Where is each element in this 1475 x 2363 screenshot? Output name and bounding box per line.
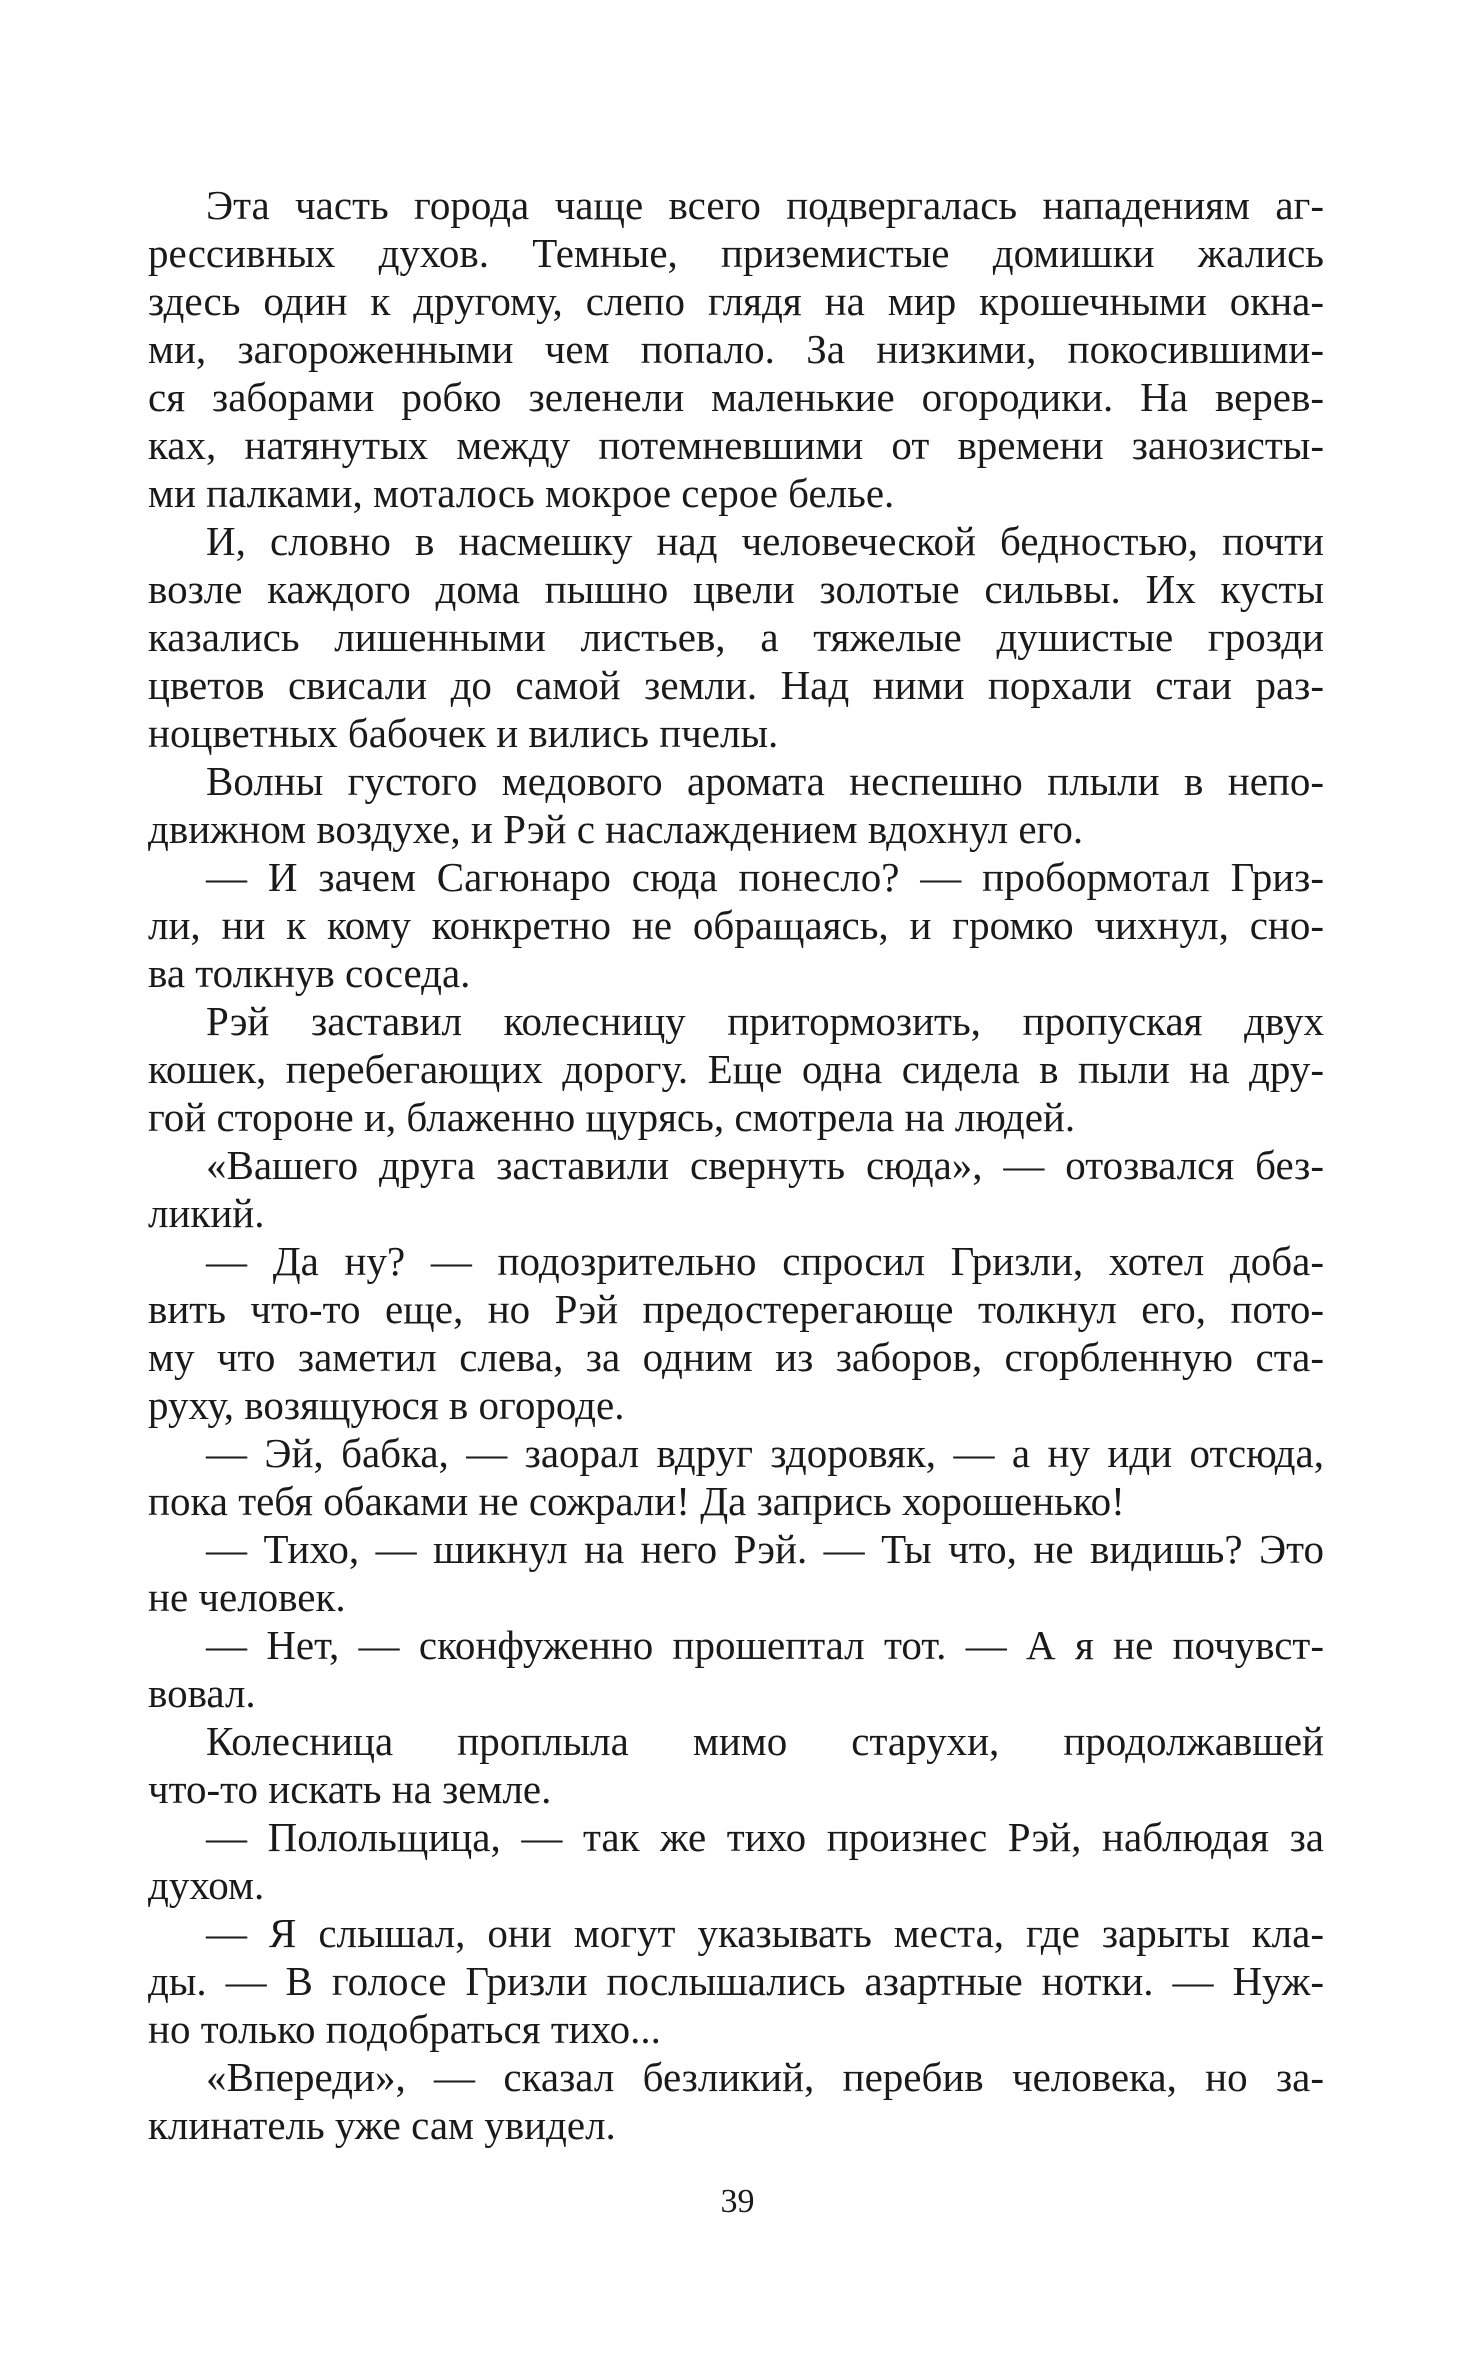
text-line: ли, ни к кому конкретно не обращаясь, и громко чихнул, сно- bbox=[148, 902, 1324, 948]
text-line: здесь один к другому, слепо глядя на мир крошечными окна- bbox=[148, 278, 1324, 324]
text-line: вить что-то еще, но Рэй предостерегающе толкнул его, пото- bbox=[148, 1286, 1324, 1332]
text-line: цветов свисали до самой земли. Над ними порхали стаи раз- bbox=[148, 662, 1324, 708]
text-line: — Да ну? — подозрительно спросил Гризли, хотел доба- bbox=[206, 1238, 1324, 1284]
text-line: клинатель уже сам увидел. bbox=[148, 2102, 616, 2148]
text-line: — Тихо, — шикнул на него Рэй. — Ты что, не видишь? Это bbox=[206, 1526, 1324, 1572]
text-line: рессивных духов. Темные, приземистые домишки жались bbox=[148, 230, 1324, 276]
text-line: ды. — В голосе Гризли послышались азартные нотки. — Нуж- bbox=[148, 1958, 1324, 2004]
text-line: не человек. bbox=[148, 1574, 346, 1620]
text-line: возле каждого дома пышно цвели золотые сильвы. Их кусты bbox=[148, 566, 1324, 612]
text-line: му что заметил слева, за одним из заборов, сгорбленную ста- bbox=[148, 1334, 1324, 1380]
text-line: духом. bbox=[148, 1862, 265, 1908]
text-line: гой стороне и, блаженно щурясь, смотрела на людей. bbox=[148, 1094, 1076, 1140]
text-line: — Нет, — сконфуженно прошептал тот. — А я не почувст- bbox=[206, 1622, 1324, 1668]
body-text bbox=[148, 181, 1324, 2149]
text-line: пока тебя обаками не сожрали! Да запрись хорошенько! bbox=[148, 1478, 1125, 1524]
text-line: но только подобраться тихо... bbox=[148, 2006, 661, 2052]
text-line: — Я слышал, они могут указывать места, где зарыты кла- bbox=[206, 1910, 1324, 1956]
text-line: казались лишенными листьев, а тяжелые душистые грозди bbox=[148, 614, 1324, 660]
text-line: — Эй, бабка, — заорал вдруг здоровяк, — а ну иди отсюда, bbox=[206, 1430, 1324, 1476]
text-line: Эта часть города чаще всего подвергалась нападениям аг- bbox=[206, 182, 1324, 228]
text-line: ва толкнув соседа. bbox=[148, 950, 471, 996]
text-line: ках, натянутых между потемневшими от времени занозисты- bbox=[148, 422, 1324, 468]
text-line: ми, загороженными чем попало. За низкими, покосившими- bbox=[148, 326, 1324, 372]
text-line: кошек, перебегающих дорогу. Еще одна сидела в пыли на дру- bbox=[148, 1046, 1324, 1092]
text-line: что-то искать на земле. bbox=[148, 1766, 552, 1812]
text-line: Волны густого медового аромата неспешно плыли в непо- bbox=[206, 758, 1324, 804]
text-line: ся заборами робко зеленели маленькие огородики. На верев- bbox=[148, 374, 1324, 420]
text-line: ноцветных бабочек и вились пчелы. bbox=[148, 710, 779, 756]
text-line: Рэй заставил колесницу притормозить, пропуская двух bbox=[206, 998, 1324, 1044]
text-line: ми палками, моталось мокрое серое белье. bbox=[148, 470, 895, 516]
text-line: движном воздухе, и Рэй с наслаждением вдохнул его. bbox=[148, 806, 1084, 852]
text-line: «Впереди», — сказал безликий, перебив человека, но за- bbox=[206, 2054, 1324, 2100]
page-number: 39 bbox=[720, 2183, 755, 2220]
text-line: «Вашего друга заставили свернуть сюда», — отозвался без- bbox=[206, 1142, 1324, 1188]
text-line: вовал. bbox=[148, 1670, 256, 1716]
text-line: ликий. bbox=[148, 1190, 265, 1236]
text-line: — Полольщица, — так же тихо произнес Рэй, наблюдая за bbox=[206, 1814, 1324, 1860]
text-line: — И зачем Сагюнаро сюда понесло? — пробормотал Гриз- bbox=[206, 854, 1324, 900]
text-line: Колесница проплыла мимо старухи, продолжавшей bbox=[206, 1718, 1324, 1764]
text-line: руху, возящуюся в огороде. bbox=[148, 1382, 625, 1428]
text-line: И, словно в насмешку над человеческой бедностью, почти bbox=[206, 518, 1324, 564]
